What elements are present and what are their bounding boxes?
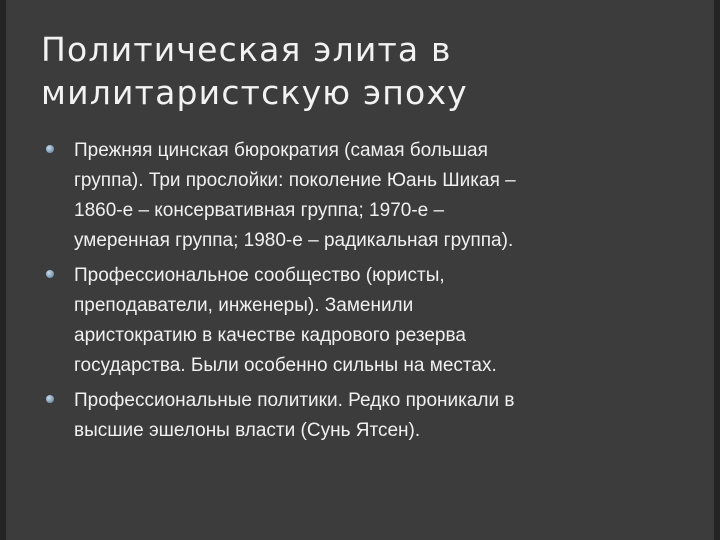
slide-title bbox=[41, 28, 681, 114]
bullet-text-line: умеренная группа; 1980-е – радикальная группа). bbox=[74, 230, 514, 251]
bullet-dot-icon bbox=[46, 145, 54, 153]
bullet-text-line: группа). Три прослойки: поколение Юань Шикая – bbox=[74, 170, 516, 191]
bullet-dot-icon bbox=[46, 270, 54, 278]
bullet-text-line: государства. Были особенно сильны на местах. bbox=[74, 355, 497, 376]
bullet-text-line: Профессиональное сообщество (юристы, bbox=[74, 265, 445, 286]
bullet-dot-icon bbox=[46, 395, 54, 403]
title-line: Политическая элита в bbox=[41, 30, 452, 69]
bullet-text-line: 1860-е – консервативная группа; 1970-е – bbox=[74, 200, 445, 221]
bullet-item bbox=[44, 386, 644, 446]
bullet-text-line: преподаватели, инженеры). Заменили bbox=[74, 295, 414, 316]
bullet-text-line: высшие эшелоны власти (Сунь Ятсен). bbox=[74, 420, 421, 441]
title-line: милитаристскую эпоху bbox=[41, 73, 468, 112]
bullet-text-line: Профессиональные политики. Редко проникали в bbox=[74, 390, 515, 411]
bullet-text-line: аристократию в качестве кадрового резерва bbox=[74, 325, 466, 346]
bullet-item bbox=[44, 136, 644, 256]
bullet-text-line: Прежняя цинская бюрократия (самая большая bbox=[74, 140, 488, 161]
bullet-list bbox=[44, 136, 644, 451]
bullet-item bbox=[44, 261, 644, 381]
